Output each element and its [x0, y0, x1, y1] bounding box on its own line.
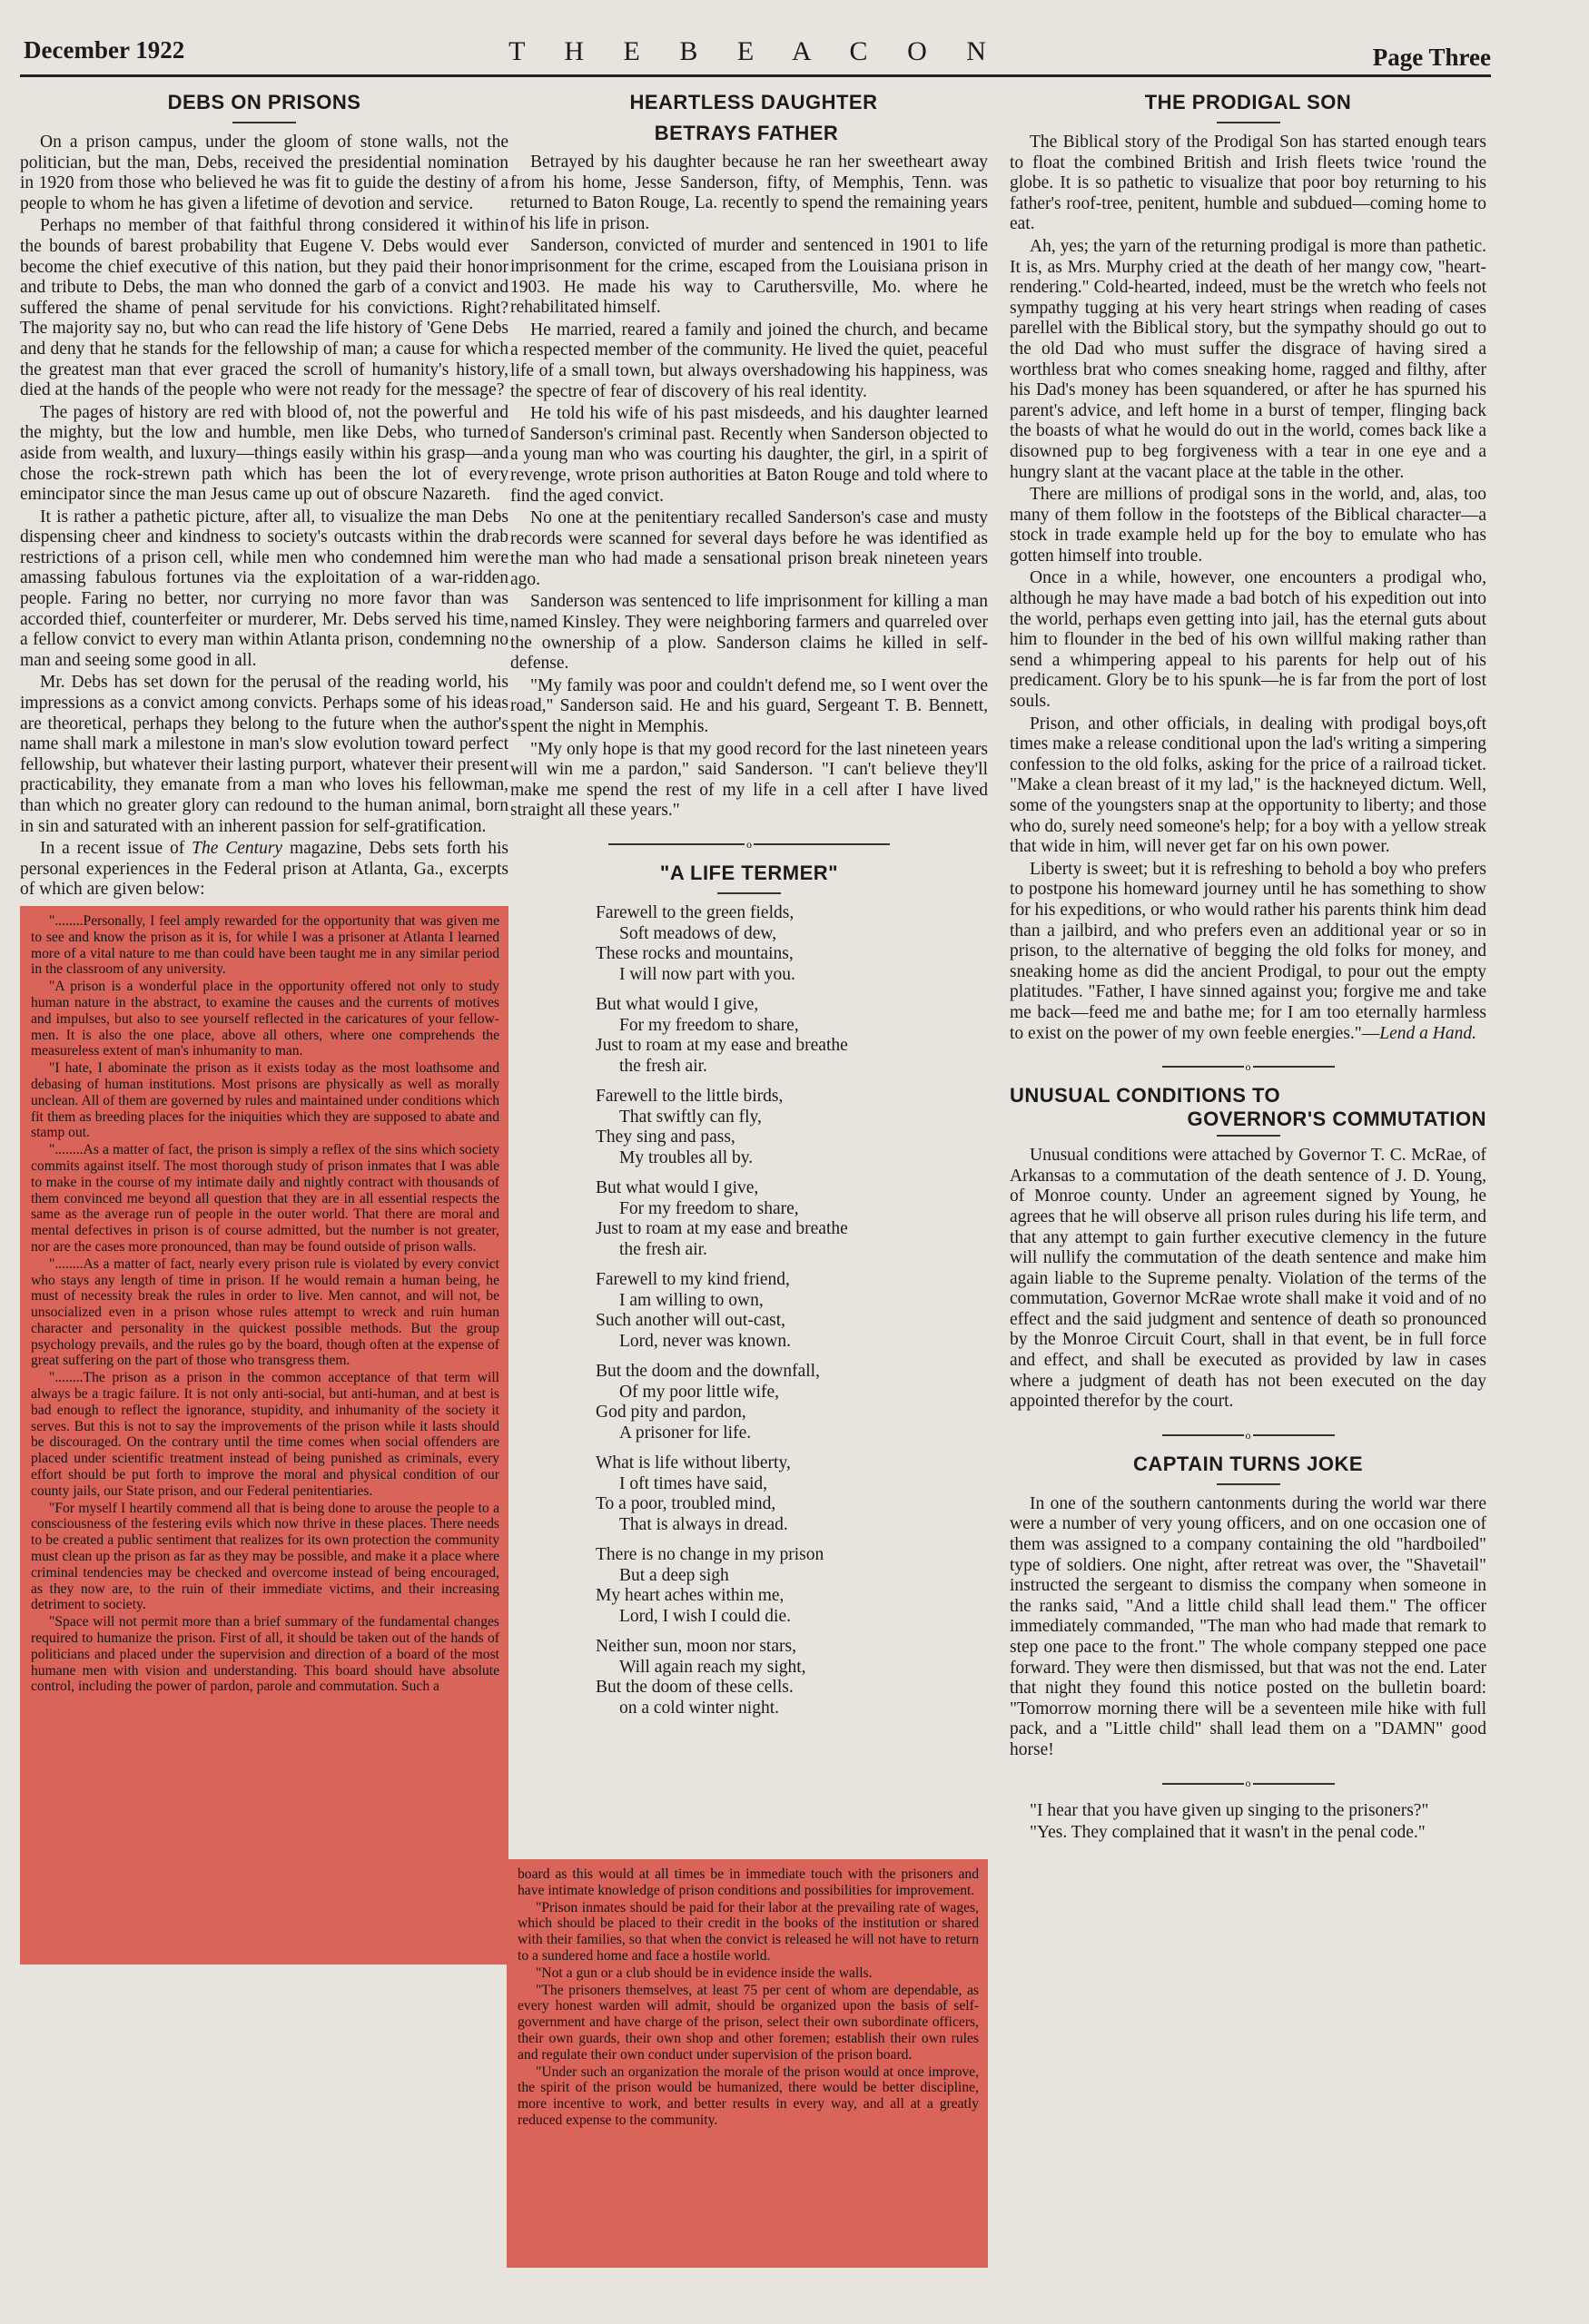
issue-date: December 1922 [24, 36, 185, 64]
sanderson-paragraph: "My family was poor and couldn't defend me, so I went over the road," Sanderson said. He and his guard, Sergeant T. B. Bennett, spent the night in Memphis. [510, 675, 988, 737]
poem-line: There is no change in my prison [596, 1545, 824, 1564]
debs-paragraph: Mr. Debs has set down for the perusal of the reading world, his impressions as a convict among convicts. Perhaps some of his ideas are theoretical, perhaps they belong to the future when the author's name shall mark a milestone in man's slow evolution toward perfect fellowship, but whatever their lasting purport, whatever their present practicability, they emanate from a man who loves his fellowman, than which no greater glory can redound to the human animal, born in sin and saturated with an inherent passion for self-gratification. [20, 673, 508, 836]
century-magazine: The Century [192, 839, 283, 859]
debs-paragraph: The pages of history are red with blood of, not the powerful and the mighty, but the low and humble, men like Debs, who turned aside from wealth, and luxury—things easily within his grasp—and chose the rock-strewn path which has been the lot of every emincipator since the man Jesus came up out of obscure Nazareth. [20, 402, 508, 505]
debs-century-paragraph [20, 839, 508, 901]
governor-paragraph: Unusual conditions were attached by Governor T. C. McRae, of Arkansas to a commutation of the death sentence of J. D. Young, of Monroe county. Under an agreement signed by Young, he agrees that he will observe all prison rules during his life term, and that any attempt to gain further executive clemency in the future will nullify the commutation of the death sentence and make him again liable to the Supreme penalty. Violation of the terms of the commutation, Governor McRae wrote shall make it void and of no effect and the said judgment and sentence of death so pronounced by the Monroe Circuit Court, shall in that event, be in full force and effect, and shall be executed as provided by law in cases where a judgment of death has not been executed on the day appointed therefor by the court. [1010, 1146, 1486, 1412]
masthead-rule [20, 74, 1491, 77]
poem-line: But the doom of these cells. [596, 1678, 794, 1697]
excerpt-paragraph: "The prisoners themselves, at least 75 per cent of whom are dependable, as every honest warden will admit, should be organized upon the basis of self-government and have charge of the prison, select their own subordinate officers, their own guards, their own shop and other foremen; establish their own rules and regulate their own conduct under supervision of the prison board. [518, 1982, 979, 2063]
debs-paragraph: It is rather a pathetic picture, after all, to visualize the man Debs dispensing cheer and kindness to society's outcasts within the drab restrictions of a prison cell, while men who condemned him were amassing fabulous fortunes via the exploitation of a war-ridden people. Faring no better, nor currying no more favor than was accorded thief, counterfeiter or murderer, Mr. Debs served his time, a fellow convict to every man within Atlanta prison, condemning no man and seeing some good in all. [20, 507, 508, 670]
poem-stanza [596, 1545, 988, 1627]
excerpt-paragraph: "A prison is a wonderful place in the opportunity offered not only to study human nature in the abstract, to examine the causes and the currents of motives and impulses, but also to see yourself reflected in the caricatures of your fellow-men. It is also the one place, above all others, where one comprehends the measureless extent of man's inhumanity to man. [31, 979, 499, 1059]
poem-stanza [596, 1362, 988, 1443]
sanderson-paragraph: He married, reared a family and joined the church, and became a respected member of the community. He lived the quiet, peaceful life of a small town, but always overshadowing his happiness, was the spectre of fear of discovery of his real identity. [510, 320, 988, 401]
article-title-debs: DEBS ON PRISONS [167, 91, 361, 113]
article-title-heartless-1: HEARTLESS DAUGHTER [629, 91, 878, 113]
poem-line: They sing and pass, [596, 1128, 735, 1147]
excerpt-paragraph: "........The prison as a prison in the common acceptance of that term will always be a tragic failure. It is not only anti-social, but anti-human, and at best is bad enough to reflect the ignorance, stupidity, and inhumanity of the society it serves. But this is not to say the improvements of the prison while it lasts should be discouraged. On the contrary until the time comes when social offenders are placed under scientific treatment instead of being punished as criminals, every effort should be put forth to improve the moral and physical condition of our county jails, our State prison, and our Federal penitentiaries. [31, 1370, 499, 1499]
poem-line: But what would I give, [596, 995, 759, 1014]
column-prodigal-son [1010, 91, 1486, 1844]
article-title-governor-2: GOVERNOR'S COMMUTATION [1187, 1108, 1486, 1131]
excerpt-paragraph: "For myself I heartily commend all that is being done to arouse the people to a consciousness of the festering evils which now thrive in these places. There needs to be created a public sentiment that realizes for its own protection the community must clean up the prison as far as they may be possible, and make it a place where criminal tendencies may be checked and overcome instead of being encouraged, as they now are, to the ruin of their immediate victims, and their increasing detriment to society. [31, 1500, 499, 1613]
title-rule [1217, 1135, 1280, 1137]
poem-stanza [596, 903, 988, 985]
highlighted-excerpts-box [20, 906, 508, 1965]
prodigal-paragraph: Ah, yes; the yarn of the returning prodigal is more than pathetic. It is, as Mrs. Murphy cried at the death of her mangy cow, "heart-rendering." Cold-hearted, indeed, must be the wretch who feels not sympathy tugging at his very heart strings when reading of cases parellel with the Biblical story, but the sympathy should go out to the old Dad who must suffer the disgrace of having sired a worthless brat who comes sneaking home, ragged and filthy, after his Dad's money has been squandered, or after he has spurned his parent's advice, and left home in a burst of temper, flinging back the boasts of what he would do out in the world, comes back like a disowned pup to beg forgiveness with a tear in one eye and a hungry slant at the vacant place at the table in the other. [1010, 236, 1486, 482]
prodigal-paragraph: The Biblical story of the Prodigal Son has started enough tears to float the combined British and Irish fleets twice 'round the globe. It is so pathetic to visualize that poor boy returning to his father's roof-tree, penitent, humble and subdued—coming home to eat. [1010, 133, 1486, 234]
debs-paragraph: Perhaps no member of that faithful throng considered it within the bounds of barest probability that Eugene V. Debs would ever become the chief executive of this nation, but they paid their honor and tribute to Debs, the man who donned the garb of a convict and suffered the shame of penal servitude for his convictions. Right? The majority say no, but who can read the life history of 'Gene Debs and deny that he stands for the fellowship of man; a cause for which the greatest man that ever graced the scroll of humanity's history, died at the hands of the people who were not ready for the message? [20, 216, 508, 400]
excerpt-paragraph: "........Personally, I feel amply rewarded for the opportunity that was given me to see and know the prison as it is, for while I was a prisoner at Atlanta I learned more of a vital nature to me than could have been taught me in any similar period in the classroom of any university. [31, 912, 499, 978]
prodigal-last-text: Liberty is sweet; but it is refreshing to behold a boy who prefers to postpone his homeward journey until he has something to show for his expeditions, or who would rather his parents think him dead than a jailbird, and who prefers even an additional year or so in prison, to the alternative of begging the old folks for money, and sneaking home as did the ancient Prodigal, to pour out the empty platitudes. "Father, I have sinned against you; forgive me and take me back—feed me and bathe me; for I am too eternally harmless to exist on the power of my own feeble energies."— [1010, 859, 1486, 1043]
poem-line: For my freedom to share, [619, 1198, 799, 1218]
poem-line: I oft times have said, [619, 1473, 767, 1493]
excerpt-paragraph: "Not a gun or a club should be in evidence inside the walls. [536, 1965, 873, 1981]
masthead [20, 25, 1491, 78]
poem-line: My heart aches within me, [596, 1586, 785, 1605]
poem-line: God pity and pardon, [596, 1403, 746, 1422]
poem-life-termer [596, 903, 988, 1718]
century-pre: In a recent issue of [40, 839, 192, 859]
poem-stanza [596, 1637, 988, 1718]
poem-line: the fresh air. [619, 1056, 707, 1076]
poem-line: That is always in dread. [619, 1514, 788, 1534]
sanderson-paragraph: Betrayed by his daughter because he ran her sweetheart away from his home, Jesse Sanderson, fifty, of Memphis, Tenn. was returned to Baton Rouge, La. recently to spend the remaining years of his life in prison. [510, 153, 988, 233]
captain-paragraph: In one of the southern cantonments during the world war there were a number of very young officers, and on one occasion one of them was assigned to a company containing the old "hardboiled" type of soldiers. One night, after retreat was over, the "Shavetail" instructed the sergeant to dismiss the company when someone in the ranks said, "And a little child shall lead them." The officer immediately commanded, "The man who had made that remark to step one pace to the front." The whole company stepped one pace forward. They were then dismissed, but that was not the end. Later that night they found this notice posted on the bulletin board: "Tomorrow morning there will be a seventeen mile hike with full pack, and a "Little child" shall lead them on a "DAMN" good horse! [1010, 1493, 1486, 1759]
poem-line: Farewell to the little birds, [596, 1087, 784, 1106]
joke-line: "Yes. They complained that it wasn't in the penal code." [1030, 1823, 1426, 1843]
century-post: magazine, Debs sets forth his personal experiences in the Federal prison at Atlanta, Ga., excerpts of which are given below: [20, 839, 508, 900]
poem-line: Just to roam at my ease and breathe [596, 1036, 848, 1055]
prodigal-paragraph: Once in a while, however, one encounters a prodigal who, although he may have made a bad botch of his expedition out into the world, perhaps even getting into jail, has the eternal guts about him to flounder in the bed of his own willful making rather than send a whimpering appeal to his parents for help out of his predicament. Glory be to his spunk—he is far from the port of lost souls. [1010, 568, 1486, 712]
poem-line: Soft meadows of dew, [619, 923, 777, 943]
poem-line: I will now part with you. [619, 964, 795, 984]
section-divider: o [1010, 1776, 1486, 1788]
poem-line: I am willing to own, [619, 1290, 764, 1310]
poem-line: Will again reach my sight, [619, 1657, 806, 1677]
poem-line: Just to roam at my ease and breathe [596, 1219, 848, 1238]
prodigal-source: Lend a Hand. [1379, 1023, 1476, 1043]
poem-line: What is life without liberty, [596, 1453, 791, 1472]
poem-line: Lord, never was known. [619, 1331, 791, 1351]
title-rule [717, 892, 781, 894]
poem-line: To a poor, troubled mind, [596, 1494, 776, 1513]
highlighted-excerpts-continued [507, 1859, 988, 2268]
prodigal-paragraph-final [1010, 860, 1486, 1044]
prodigal-paragraph: Prison, and other officials, in dealing with prodigal boys,oft times make a release conditional upon the lad's writing a simpering confession to the old folks, asking for the price of a railroad ticket. "Make a clean breast of it my lad," is the hackneyed dictum. Well, some of the youngsters snap at the opportunity to liberty; and those who do, surely need someone's help; for a boy with a yellow streak that wide in him, will never get far on his own power. [1010, 714, 1486, 857]
poem-line: For my freedom to share, [619, 1015, 799, 1035]
poem-line: the fresh air. [619, 1239, 707, 1259]
poem-title: "A LIFE TERMER" [659, 862, 839, 884]
page-number: Page Three [1372, 44, 1491, 71]
publication-title: T H E B E A C O N [508, 36, 1002, 66]
section-divider: o [1010, 1427, 1486, 1440]
section-divider: o [510, 836, 988, 849]
poem-line: My troubles all by. [619, 1147, 754, 1167]
poem-line: But what would I give, [596, 1178, 759, 1197]
poem-line: These rocks and mountains, [596, 944, 794, 963]
excerpt-paragraph: "........As a matter of fact, the prison is simply a reflex of the sins which society commits against itself. The most thorough study of prison inmates that I was able to make in the course of my intimate daily and nightly contract with thousands of them convinced me beyond all question that they are in all essential respects the same as the average run of people in the outer world. That there are moral and mental defectives in prison is of course admitted, but the number is not greater, nor are the cases more pronounced, than may be found outside of prison walls. [31, 1142, 499, 1255]
poem-line: Neither sun, moon nor stars, [596, 1637, 796, 1656]
poem-stanza [596, 1270, 988, 1352]
poem-line: Such another will out-cast, [596, 1311, 786, 1330]
poem-line: That swiftly can fly, [619, 1107, 762, 1127]
poem-line: A prisoner for life. [619, 1423, 752, 1443]
sanderson-paragraph: "My only hope is that my good record for the last nineteen years will win me a pardon," said Sanderson. "I can't believe they'll make me spend the rest of my life in a cell after I have lived straight all these years." [510, 739, 988, 821]
excerpt-paragraph: "Prison inmates should be paid for their labor at the prevailing rate of wages, which should be placed to their credit in the books of the institution or shared with their families, so that when the convict is released he will not have to return to a sundered home and face a hostile world. [518, 1899, 979, 1964]
sanderson-paragraph: No one at the penitentiary recalled Sanderson's case and musty records were scanned for several days before he was identified as the man who had made a sensational prison break nineteen years ago. [510, 508, 988, 589]
title-rule [1217, 1483, 1280, 1485]
article-title-heartless-2: BETRAYS FATHER [654, 122, 839, 144]
poem-line: Lord, I wish I could die. [619, 1606, 792, 1626]
excerpt-paragraph: "Under such an organization the morale of the prison would at once improve, the spirit of the prison would be humanized, there would be better discipline, more incentive to work, and better results in every way, and all at a greatly reduced expense to the community. [518, 2063, 979, 2128]
poem-stanza [596, 1178, 988, 1260]
poem-line: Farewell to the green fields, [596, 903, 794, 922]
sanderson-paragraph: He told his wife of his past misdeeds, and his daughter learned of Sanderson's criminal past. Recently when Sanderson objected to a young man who was courting his daughter, the girl, in a spirit of revenge, wrote prison authorities at Baton Rouge and told where to find the aged convict. [510, 404, 988, 506]
poem-stanza [596, 995, 988, 1077]
sanderson-paragraph: Sanderson was sentenced to life imprisonment for killing a man named Kinsley. They were neighboring farmers and quarreled over the ownership of a plow. Sanderson claims he killed in self-defense. [510, 592, 988, 674]
sanderson-paragraph: Sanderson, convicted of murder and sentenced in 1901 to life imprisonment for the crime, escaped from the Louisiana prison in 1903. He made his way to Caruthersville, Mo. where he rehabilitated himself. [510, 236, 988, 318]
excerpt-paragraph: "I hate, I abominate the prison as it exists today as the most loathsome and debasing of human institutions. Most prisons are physically as well as morally unclean. All of them are governed by rules and maintained under conditions which fit them as breeding places for the iniquities which they are supposed to abate and stamp out. [31, 1060, 499, 1141]
poem-stanza [596, 1453, 988, 1535]
title-rule [232, 122, 296, 123]
excerpt-paragraph: board as this would at all times be in immediate touch with the prisoners and have intimate knowledge of prison conditions and possibilities for improvement. [518, 1866, 979, 1898]
excerpt-paragraph: "........As a matter of fact, nearly every prison rule is violated by every convict who stays any length of time in prison. If he would remain a human being, he must of necessity break the rules in order to live. Men cannot, and will not, be unsocialized even in a prison whose rules attempt to wreck and ruin human character and personality in the quickest possible methods. But the group psychology prevails, and the rules go by the board, though often at the expense of great suffering on the part of those who transgress them. [31, 1256, 499, 1369]
poem-line: But the doom and the downfall, [596, 1362, 820, 1381]
article-title-governor-1: UNUSUAL CONDITIONS TO [1010, 1084, 1281, 1108]
poem-line: But a deep sigh [619, 1565, 729, 1585]
poem-line: Farewell to my kind friend, [596, 1270, 790, 1289]
poem-line: on a cold winter night. [619, 1698, 780, 1718]
prodigal-paragraph: There are millions of prodigal sons in the world, and, alas, too many of them follow in the footsteps of the Biblical character—a stock in trade example held up for the boy to emulate who has gotten himself into trouble. [1010, 485, 1486, 566]
article-title-captain: CAPTAIN TURNS JOKE [1132, 1452, 1364, 1475]
column-heartless-daughter [510, 91, 988, 2128]
excerpt-paragraph: "Space will not permit more than a brief summary of the fundamental changes required to humanize the prison. First of all, it should be taken out of the hands of politicians and placed under the supervision and direction of a board of the most humane men with vision and understanding. This board should have absolute control, including the power of pardon, parole and commutation. Such a [31, 1614, 499, 1695]
section-divider: o [1010, 1059, 1486, 1071]
joke-line: "I hear that you have given up singing to the prisoners?" [1030, 1800, 1429, 1820]
article-title-prodigal: THE PRODIGAL SON [1144, 91, 1352, 113]
poem-stanza [596, 1087, 988, 1168]
poem-line: Of my poor little wife, [619, 1382, 780, 1402]
debs-paragraph: On a prison campus, under the gloom of stone walls, not the politician, but the man, Debs, received the presidential nomination in 1920 from those who believed he was fit to guide the destiny of a people to whom he has given a lifetime of devotion and service. [20, 133, 508, 213]
column-debs-on-prisons [20, 91, 508, 1965]
title-rule [1217, 122, 1280, 123]
